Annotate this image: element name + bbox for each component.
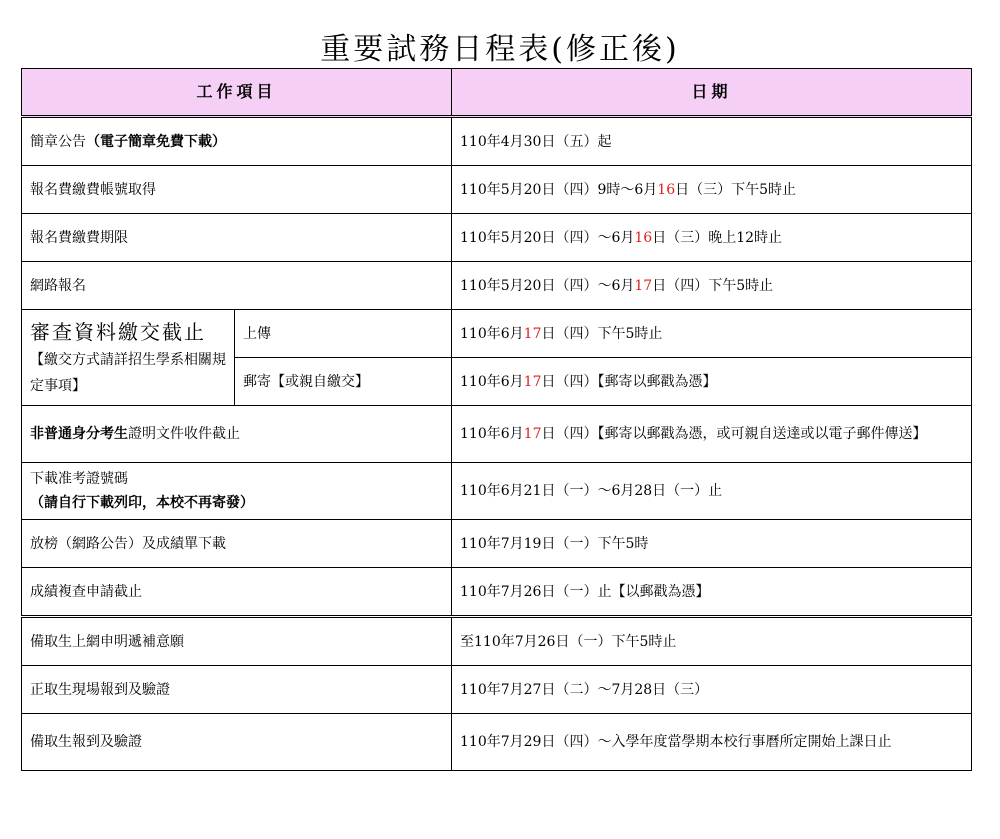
date-cell: 至110年7月26日（一）下午5時止 bbox=[452, 617, 972, 666]
table-row bbox=[22, 568, 972, 617]
table-row bbox=[22, 617, 972, 666]
sub-item-cell: 郵寄【或親自繳交】 bbox=[235, 358, 452, 406]
date-cell: 110年5月20日（四）～6月16日（三）晚上12時止 bbox=[452, 214, 972, 262]
date-cell: 110年6月17日（四）【郵寄以郵戳為憑】 bbox=[452, 358, 972, 406]
table-row bbox=[22, 463, 972, 520]
date-cell: 110年7月27日（二）～7月28日（三） bbox=[452, 666, 972, 714]
item-cell: 成績複查申請截止 bbox=[22, 568, 452, 617]
date-cell: 110年6月17日（四）下午5時止 bbox=[452, 310, 972, 358]
table-row bbox=[22, 214, 972, 262]
table-row bbox=[22, 117, 972, 166]
table-row bbox=[22, 166, 972, 214]
table-row bbox=[22, 310, 972, 358]
item-cell: 審查資料繳交截止 【繳交方式請詳招生學系相關規定事項】 bbox=[22, 310, 235, 406]
item-cell: 網路報名 bbox=[22, 262, 452, 310]
date-cell: 110年7月19日（一）下午5時 bbox=[452, 520, 972, 568]
item-cell: 下載准考證號碼 （請自行下載列印，本校不再寄發） bbox=[22, 463, 452, 520]
page-title: 重要試務日程表(修正後) bbox=[320, 32, 680, 67]
date-cell: 110年5月20日（四）～6月17日（四）下午5時止 bbox=[452, 262, 972, 310]
date-cell: 110年4月30日（五）起 bbox=[452, 117, 972, 166]
item-cell: 報名費繳費期限 bbox=[22, 214, 452, 262]
header-row bbox=[22, 69, 972, 117]
item-cell: 非普通身分考生證明文件收件截止 bbox=[22, 406, 452, 463]
item-cell: 備取生上網申明遞補意願 bbox=[22, 617, 452, 666]
item-cell: 報名費繳費帳號取得 bbox=[22, 166, 452, 214]
item-cell: 正取生現場報到及驗證 bbox=[22, 666, 452, 714]
table-row bbox=[22, 406, 972, 463]
date-cell: 110年5月20日（四）9時～6月16日（三）下午5時止 bbox=[452, 166, 972, 214]
schedule-table bbox=[21, 68, 972, 771]
date-cell: 110年6月17日（四）【郵寄以郵戳為憑，或可親自送達或以電子郵件傳送】 bbox=[452, 406, 972, 463]
item-cell: 簡章公告（電子簡章免費下載） bbox=[22, 117, 452, 166]
table-row bbox=[22, 520, 972, 568]
item-cell: 放榜（網路公告）及成績單下載 bbox=[22, 520, 452, 568]
header-item: 工作項目 bbox=[22, 69, 452, 117]
table-row bbox=[22, 714, 972, 771]
table-row bbox=[22, 666, 972, 714]
item-cell: 備取生報到及驗證 bbox=[22, 714, 452, 771]
date-cell: 110年7月29日（四）～入學年度當學期本校行事曆所定開始上課日止 bbox=[452, 714, 972, 771]
date-cell: 110年7月26日（一）止【以郵戳為憑】 bbox=[452, 568, 972, 617]
sub-item-cell: 上傳 bbox=[235, 310, 452, 358]
table-row bbox=[22, 262, 972, 310]
date-cell: 110年6月21日（一）～6月28日（一）止 bbox=[452, 463, 972, 520]
header-date: 日期 bbox=[452, 69, 972, 117]
